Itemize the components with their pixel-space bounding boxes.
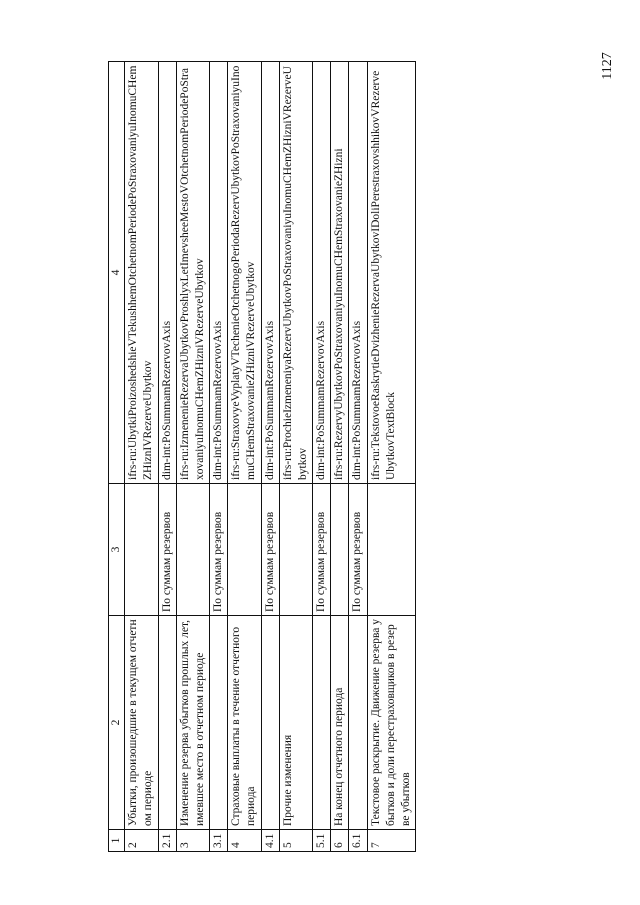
- header-cell: 2: [109, 616, 125, 830]
- table-row: [367, 62, 416, 852]
- indicator-name-cell: Страховые выплаты в течение отчетного периода: [228, 616, 261, 830]
- table-row: [349, 62, 367, 852]
- taxonomy-code-cell: ifrs-ru:ProchieIzmeneniyaRezervUbytkovPoStraxovaniyuInomuCHemZHizniVRezerveUbytkov: [279, 62, 312, 484]
- table-row: [331, 62, 349, 852]
- table-row: [313, 62, 331, 852]
- indicator-name-cell: [261, 616, 279, 830]
- page-number: 1127: [600, 52, 615, 80]
- axis-cell: [228, 484, 261, 616]
- indicator-name-cell: Прочие изменения: [279, 616, 312, 830]
- taxonomy-code-cell: dim-int:PoSummamRezervovAxis: [349, 62, 367, 484]
- row-number-cell: 2: [125, 830, 158, 852]
- axis-cell: По суммам резервов: [261, 484, 279, 616]
- row-number-cell: 6: [331, 830, 349, 852]
- taxonomy-code-cell: ifrs-ru:StraxovyeVyplatyVTechenieOtchetnogoPeriodaRezervUbytkovPoStraxovaniyuInomuCHemStraxovanieZHizniVRezerveUbytkov: [228, 62, 261, 484]
- indicator-name-cell: Изменение резерва убытков прошлых лет, имевшее место в отчетном периоде: [176, 616, 209, 830]
- indicator-name-cell: [158, 616, 176, 830]
- indicator-name-cell: [349, 616, 367, 830]
- axis-cell: По суммам резервов: [158, 484, 176, 616]
- indicator-name-cell: Убытки, произошедшие в текущем отчетном периоде: [125, 616, 158, 830]
- header-cell: 4: [109, 62, 125, 484]
- taxonomy-code-cell: ifrs-ru:IzmenenieRezervaUbytkovProshlyxLetImevsheeMestoVOtchetnomPeriodePoStraxovaniyuInomuCHemZHizniVRezerveUbytkov: [176, 62, 209, 484]
- taxonomy-code-cell: ifrs-ru:UbytkiProizoshedshieVTekushhemOtchetnomPeriodePoStraxovaniyuInomuCHemZHiznIVRezerveUbytkov: [125, 62, 158, 484]
- table-row: [279, 62, 312, 852]
- table-row: [158, 62, 176, 852]
- table-row: [176, 62, 209, 852]
- row-number-cell: 5: [279, 830, 312, 852]
- taxonomy-code-cell: ifrs-ru:TekstovoeRaskrytieDvizhenieRezervaUbytkovIDoliPerestraxovshhikovVRezerveUbytkovTextBlock: [367, 62, 416, 484]
- row-number-cell: 5.1: [313, 830, 331, 852]
- taxonomy-table: [108, 61, 416, 852]
- row-number-cell: 4: [228, 830, 261, 852]
- table-row: [210, 62, 228, 852]
- axis-cell: По суммам резервов: [210, 484, 228, 616]
- indicator-name-cell: Текстовое раскрытие. Движение резерва убытков и доли перестраховщиков в резерве убытков: [367, 616, 416, 830]
- axis-cell: По суммам резервов: [349, 484, 367, 616]
- indicator-name-cell: [313, 616, 331, 830]
- header-cell: 3: [109, 484, 125, 616]
- axis-cell: [176, 484, 209, 616]
- indicator-name-cell: [210, 616, 228, 830]
- taxonomy-code-cell: ifrs-ru:RezervyUbytkovPoStraxovaniyuInomuCHemStraxovanieZHizni: [331, 62, 349, 484]
- axis-cell: По суммам резервов: [313, 484, 331, 616]
- table-row: [228, 62, 261, 852]
- axis-cell: [367, 484, 416, 616]
- table-header-row: [109, 62, 125, 852]
- rotated-table-container: [108, 62, 508, 852]
- header-cell: 1: [109, 830, 125, 852]
- axis-cell: [279, 484, 312, 616]
- taxonomy-code-cell: dim-int:PoSummamRezervovAxis: [261, 62, 279, 484]
- taxonomy-code-cell: dim-int:PoSummamRezervovAxis: [210, 62, 228, 484]
- row-number-cell: 3: [176, 830, 209, 852]
- axis-cell: [125, 484, 158, 616]
- taxonomy-code-cell: dim-int:PoSummamRezervovAxis: [313, 62, 331, 484]
- indicator-name-cell: На конец отчетного периода: [331, 616, 349, 830]
- row-number-cell: 2.1: [158, 830, 176, 852]
- row-number-cell: 3.1: [210, 830, 228, 852]
- row-number-cell: 6.1: [349, 830, 367, 852]
- axis-cell: [331, 484, 349, 616]
- taxonomy-code-cell: dim-int:PoSummamRezervovAxis: [158, 62, 176, 484]
- row-number-cell: 4.1: [261, 830, 279, 852]
- row-number-cell: 7: [367, 830, 416, 852]
- table-row: [125, 62, 158, 852]
- table-row: [261, 62, 279, 852]
